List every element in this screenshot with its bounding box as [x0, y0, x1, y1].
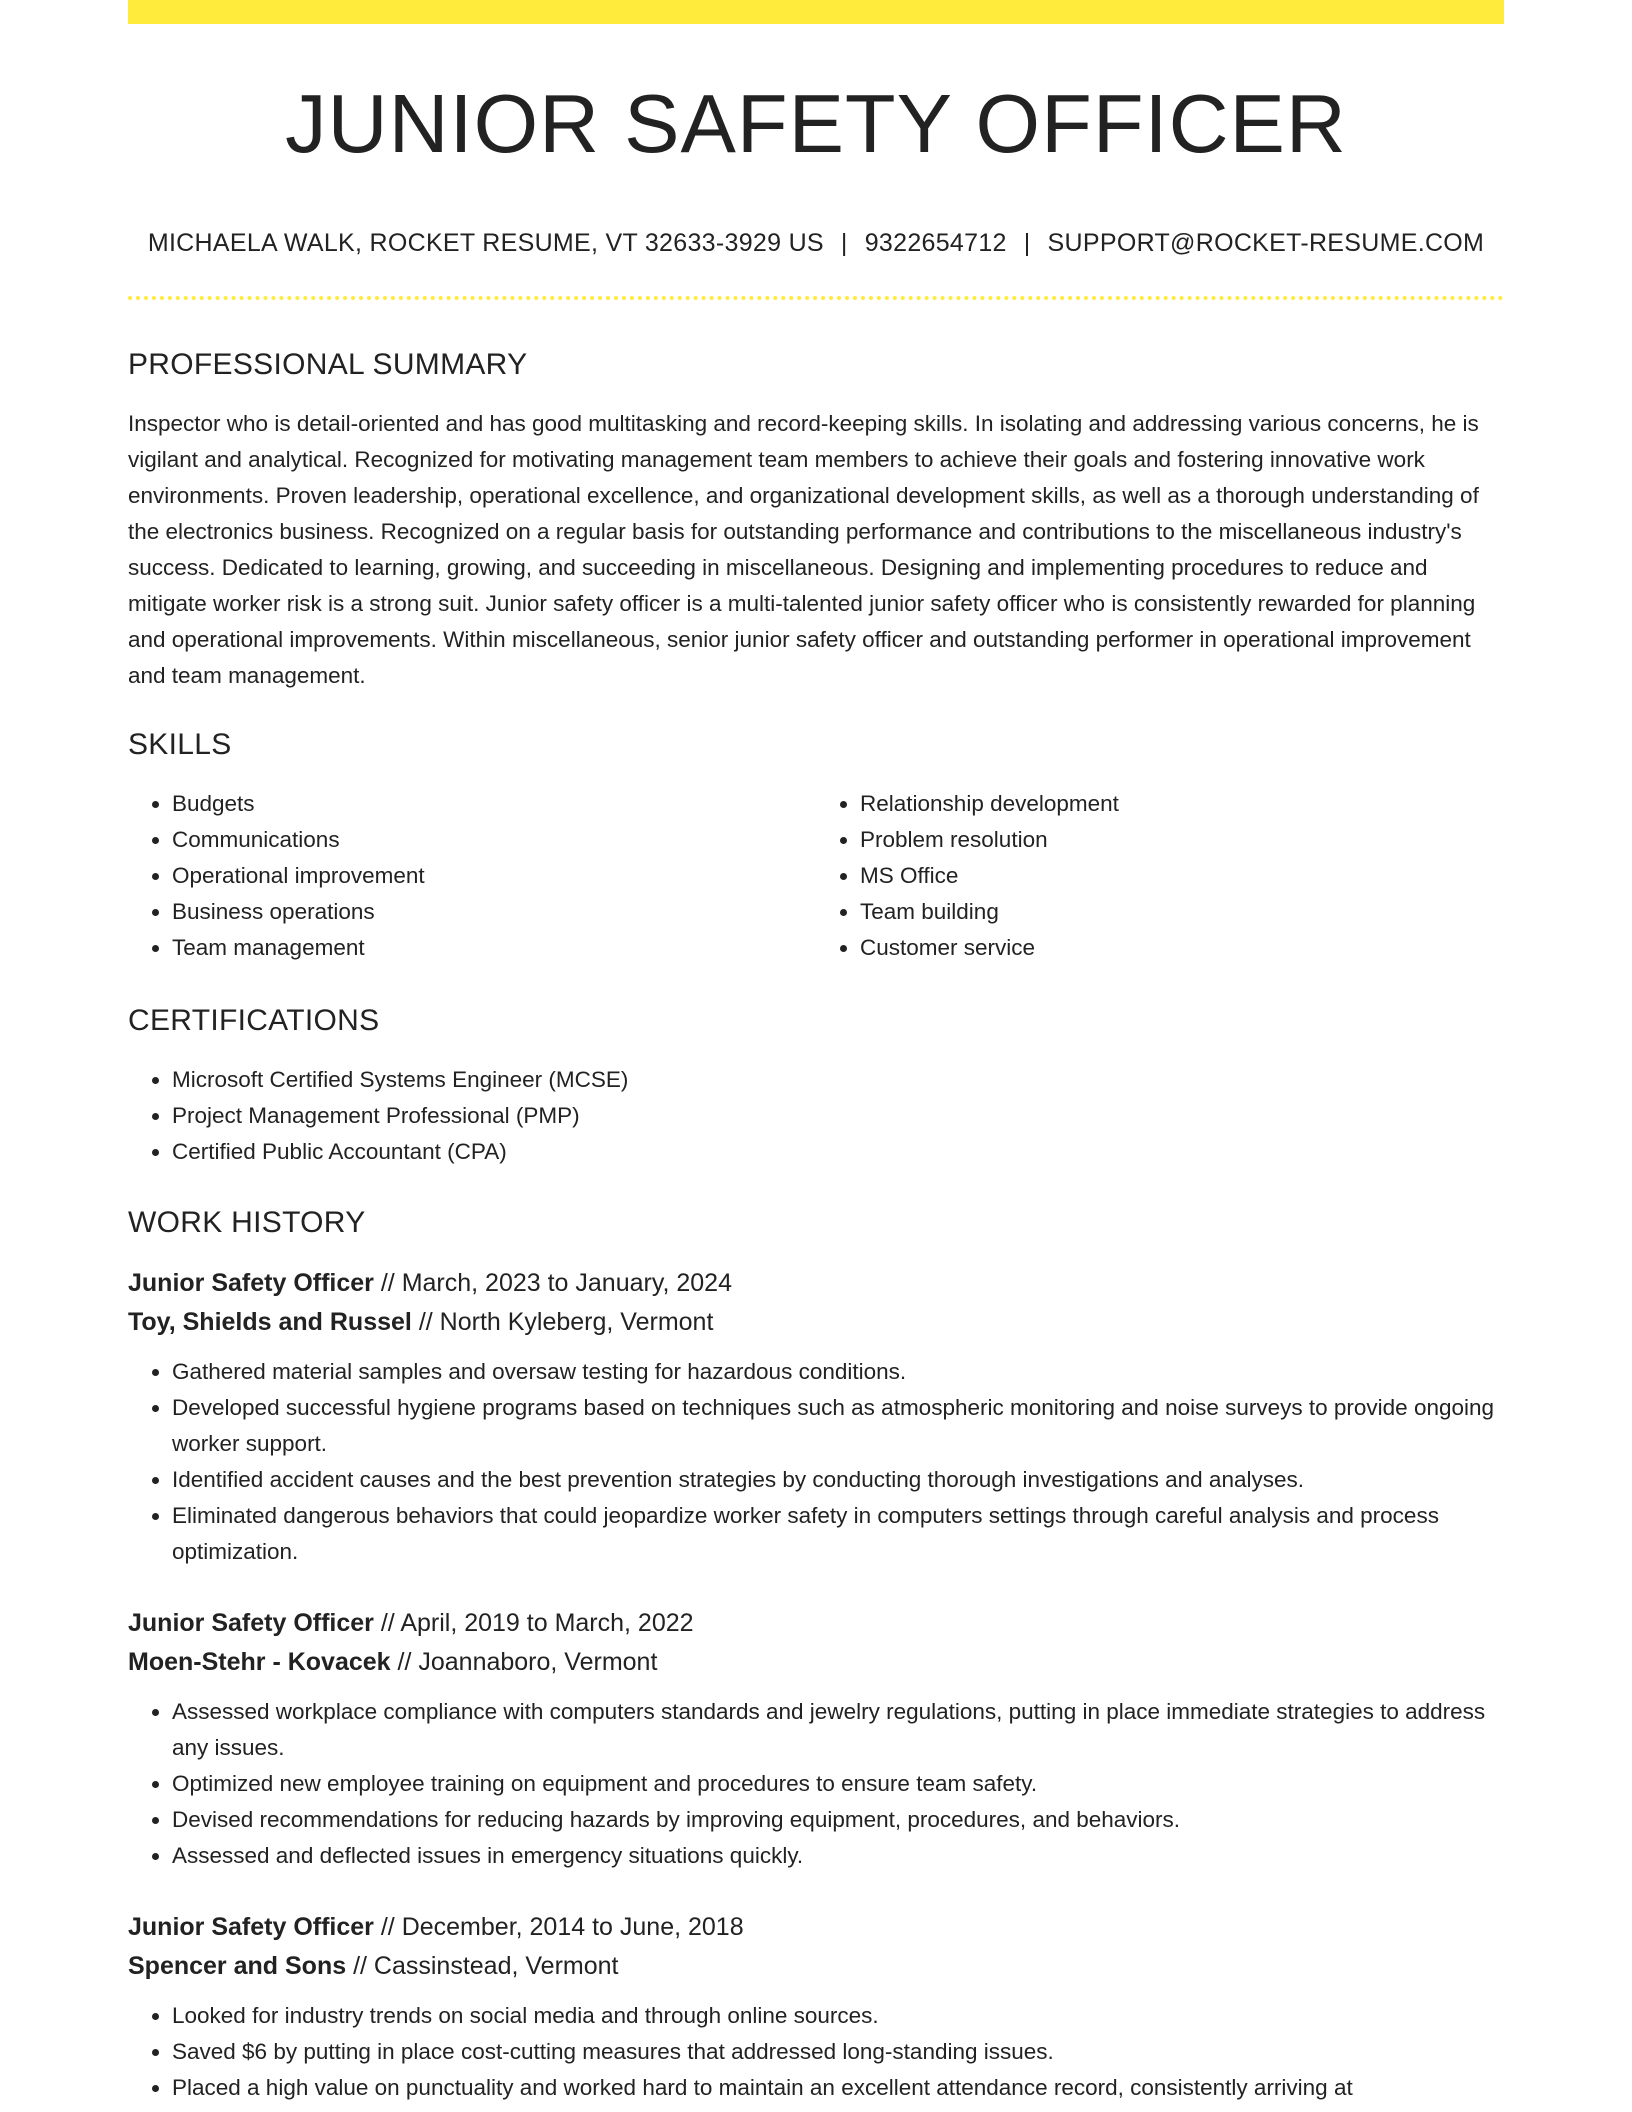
resume-page	[128, 0, 1504, 2106]
job-entry	[128, 1908, 1504, 2106]
job-bullet: • Optimized new employee training on equipment and procedures to ensure team safety.	[172, 1766, 1504, 1802]
skills-heading: SKILLS	[128, 728, 232, 761]
job-entry	[128, 1264, 1504, 1570]
certification-item: • Project Management Professional (PMP)	[172, 1098, 1504, 1134]
job-bullets	[128, 1354, 1504, 1570]
work-history-heading: WORK HISTORY	[128, 1206, 366, 1239]
skill-item: • Problem resolution	[860, 822, 1504, 858]
job-title-line	[128, 1264, 1504, 1303]
job-location: // North Kyleberg, Vermont	[418, 1308, 714, 1336]
job-bullet: • Eliminated dangerous behaviors that could jeopardize worker safety in computers settings through careful analysis and process optimization.	[172, 1498, 1504, 1570]
job-bullet: • Assessed and deflected issues in emergency situations quickly.	[172, 1838, 1504, 1874]
job-location: // Cassinstead, Vermont	[353, 1952, 619, 1980]
skill-item: • Team building	[860, 894, 1504, 930]
job-bullet: • Placed a high value on punctuality and worked hard to maintain an excellent attendance record, consistently arriving at	[172, 2070, 1504, 2106]
job-dates: // April, 2019 to March, 2022	[380, 1609, 694, 1637]
certifications-list	[128, 1062, 1504, 1170]
skill-item: • Team management	[172, 930, 816, 966]
job-entry	[128, 1604, 1504, 1874]
skill-item: • Operational improvement	[172, 858, 816, 894]
job-bullet: • Devised recommendations for reducing hazards by improving equipment, procedures, and behaviors.	[172, 1802, 1504, 1838]
top-accent-bar	[128, 0, 1504, 24]
contact-separator: |	[840, 229, 848, 257]
skills-list-left	[128, 786, 816, 966]
job-bullet: • Saved $6 by putting in place cost-cutting measures that addressed long-standing issues.	[172, 2034, 1504, 2070]
job-company-line	[128, 1947, 1504, 1986]
job-bullet: • Assessed workplace compliance with computers standards and jewelry regulations, putting in place immediate strategies to address any issues.	[172, 1694, 1504, 1766]
skill-item: • Budgets	[172, 786, 816, 822]
contact-email[interactable]: SUPPORT@ROCKET-RESUME.COM	[1047, 229, 1485, 257]
dotted-divider	[128, 296, 1504, 300]
job-bullets	[128, 1694, 1504, 1874]
skills-columns	[128, 786, 1504, 966]
job-bullet: • Identified accident causes and the best prevention strategies by conducting thorough investigations and analyses.	[172, 1462, 1504, 1498]
job-company: Moen-Stehr - Kovacek	[128, 1648, 391, 1676]
job-company-line	[128, 1303, 1504, 1342]
summary-text: Inspector who is detail-oriented and has good multitasking and record-keeping skills. In isolating and addressing various concerns, he is vigilant and analytical. Recognized for motivating management team members to achieve their goals and fostering innovative work environments. Proven leadership, operational excellence, and organizational development skills, as well as a thorough understanding of the electronics business. Recognized on a regular basis for outstanding performance and contributions to the miscellaneous industry's success. Dedicated to learning, growing, and succeeding in miscellaneous. Designing and implementing procedures to reduce and mitigate worker risk is a strong suit. Junior safety officer is a multi-talented junior safety officer who is consistently rewarded for planning and operational improvements. Within miscellaneous, senior junior safety officer and outstanding performer in operational improvement and team management.	[128, 411, 1479, 688]
job-bullet: • Looked for industry trends on social media and through online sources.	[172, 1998, 1504, 2034]
contact-address: MICHAELA WALK, ROCKET RESUME, VT 32633-3929 US	[147, 229, 824, 257]
certification-item: • Microsoft Certified Systems Engineer (MCSE)	[172, 1062, 1504, 1098]
job-dates: // December, 2014 to June, 2018	[380, 1913, 744, 1941]
skill-item: • Customer service	[860, 930, 1504, 966]
job-title: Junior Safety Officer	[128, 1913, 374, 1941]
contact-phone[interactable]: 9322654712	[864, 229, 1007, 257]
job-location: // Joannaboro, Vermont	[397, 1648, 658, 1676]
job-dates: // March, 2023 to January, 2024	[380, 1269, 732, 1297]
job-company-line	[128, 1643, 1504, 1682]
contact-line	[128, 229, 1504, 258]
job-title-line	[128, 1604, 1504, 1643]
contact-separator: |	[1023, 229, 1031, 257]
job-bullet: • Developed successful hygiene programs based on techniques such as atmospheric monitoring and noise surveys to provide ongoing worker support.	[172, 1390, 1504, 1462]
job-company: Spencer and Sons	[128, 1952, 347, 1980]
resume-title: JUNIOR SAFETY OFFICER	[285, 77, 1347, 170]
job-bullets	[128, 1998, 1504, 2106]
job-company: Toy, Shields and Russel	[128, 1308, 412, 1336]
certification-item: • Certified Public Accountant (CPA)	[172, 1134, 1504, 1170]
skill-item: • Business operations	[172, 894, 816, 930]
job-title: Junior Safety Officer	[128, 1269, 374, 1297]
skills-list-right	[816, 786, 1504, 966]
certifications-heading: CERTIFICATIONS	[128, 1004, 380, 1037]
summary-heading: PROFESSIONAL SUMMARY	[128, 348, 528, 381]
skill-item: • Relationship development	[860, 786, 1504, 822]
job-title: Junior Safety Officer	[128, 1609, 374, 1637]
job-title-line	[128, 1908, 1504, 1947]
job-bullet: • Gathered material samples and oversaw testing for hazardous conditions.	[172, 1354, 1504, 1390]
skill-item: • MS Office	[860, 858, 1504, 894]
skill-item: • Communications	[172, 822, 816, 858]
